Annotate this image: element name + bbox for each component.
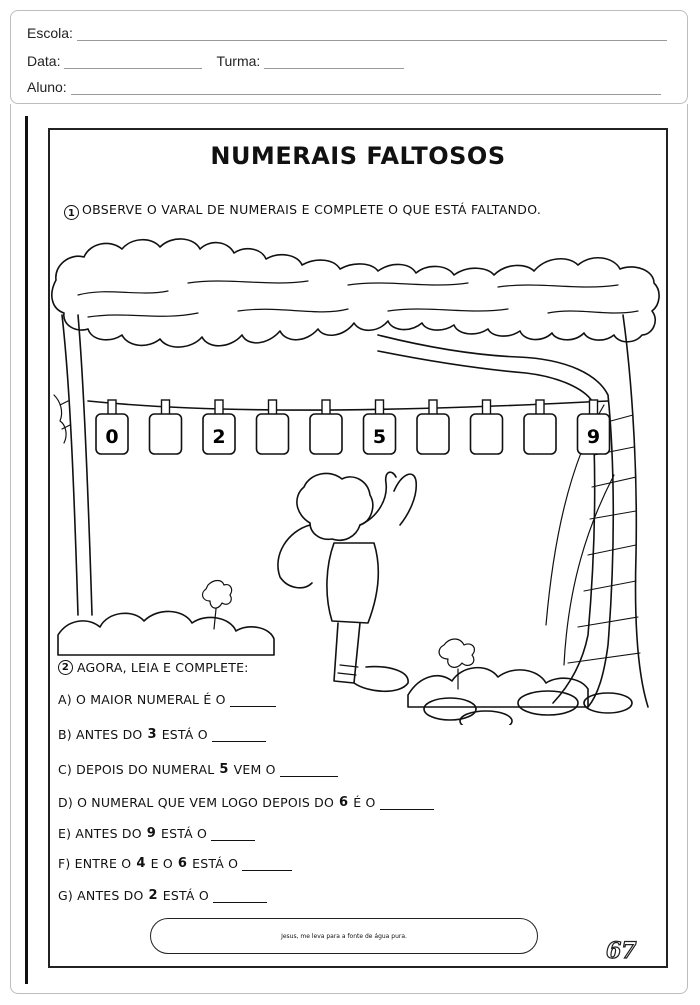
bush-right [408,668,588,707]
clothesline-illustration [48,225,668,725]
question-text: F) ENTRE O [58,856,132,871]
card-number: 2 [212,426,226,448]
question-text: VEM O [233,762,276,777]
answer-blank[interactable] [213,890,267,903]
answer-blank[interactable] [230,694,276,707]
number-card[interactable] [471,414,503,454]
answer-blank[interactable] [380,797,434,810]
question-text: ESTÁ O [192,856,239,871]
turma-field[interactable] [264,54,404,69]
worksheet-title: NUMERAIS FALTOSOS [210,142,506,170]
question-text: ESTÁ O [161,727,208,742]
card-number: 5 [372,426,387,448]
question-text: G) ANTES DO [58,888,144,903]
question-text: D) O NUMERAL QUE VEM LOGO DEPOIS DO [58,795,335,810]
card-number: 9 [586,426,601,448]
question-number: 6 [177,856,188,871]
footer-banner [150,918,538,954]
escola-field[interactable] [77,26,667,41]
question-number: 3 [147,727,157,742]
data-turma-row [27,53,404,69]
question-number: 6 [339,795,349,810]
answer-blank[interactable] [242,858,292,871]
tree-trunk-right [378,335,613,707]
question-text: ESTÁ O [161,826,208,841]
question-text: ESTÁ O [162,888,209,903]
page-number: 67 [606,938,637,964]
question-number: 2 [148,888,158,903]
clothesline-post [62,315,92,615]
clothesline-cards [96,400,610,454]
question-number: 9 [146,826,157,841]
question-text: E) ANTES DO [58,826,142,841]
question-number: 5 [219,762,229,777]
question-text: E O [150,856,173,871]
part2-number-circle: 2 [58,660,73,675]
question-f [58,856,292,871]
question-c [58,762,338,777]
question-text: É O [353,795,376,810]
number-card[interactable] [310,414,342,454]
question-d [58,795,434,810]
escola-label: Escola: [27,25,73,41]
answer-blank[interactable] [280,764,338,777]
part2-heading-text: AGORA, LEIA E COMPLETE: [77,660,249,675]
question-text: C) DEPOIS DO NUMERAL [58,762,215,777]
student-info-header [10,10,688,104]
bush-left [58,611,274,655]
question-b [58,727,266,742]
instruction-text: OBSERVE O VARAL DE NUMERAIS E COMPLETE O QUE ESTÁ FALTANDO. [82,202,542,217]
card-number: 0 [105,426,119,448]
number-card[interactable] [257,414,289,454]
instruction-number-circle: 1 [64,205,79,220]
footer-text: Jesus, me leva para a fonte de água pura. [281,932,407,940]
question-text: A) O MAIOR NUMERAL É O [58,692,226,707]
answer-blank[interactable] [211,828,255,841]
aluno-field[interactable] [71,80,661,95]
data-field[interactable] [64,54,202,69]
number-card[interactable] [417,414,449,454]
escola-row [27,25,667,41]
question-a [58,692,276,707]
instruction-1 [64,202,541,220]
aluno-label: Aluno: [27,79,67,95]
binding-bar [25,116,28,984]
number-card[interactable] [524,414,556,454]
turma-label: Turma: [216,53,261,69]
number-card[interactable] [150,414,182,454]
question-text: B) ANTES DO [58,727,143,742]
aluno-row [27,79,661,95]
girl-figure [297,473,373,540]
question-number: 4 [136,856,146,871]
question-e [58,826,255,841]
question-g [58,888,267,903]
data-label: Data: [27,53,61,69]
answer-blank[interactable] [212,729,266,742]
part2-heading [58,660,249,675]
